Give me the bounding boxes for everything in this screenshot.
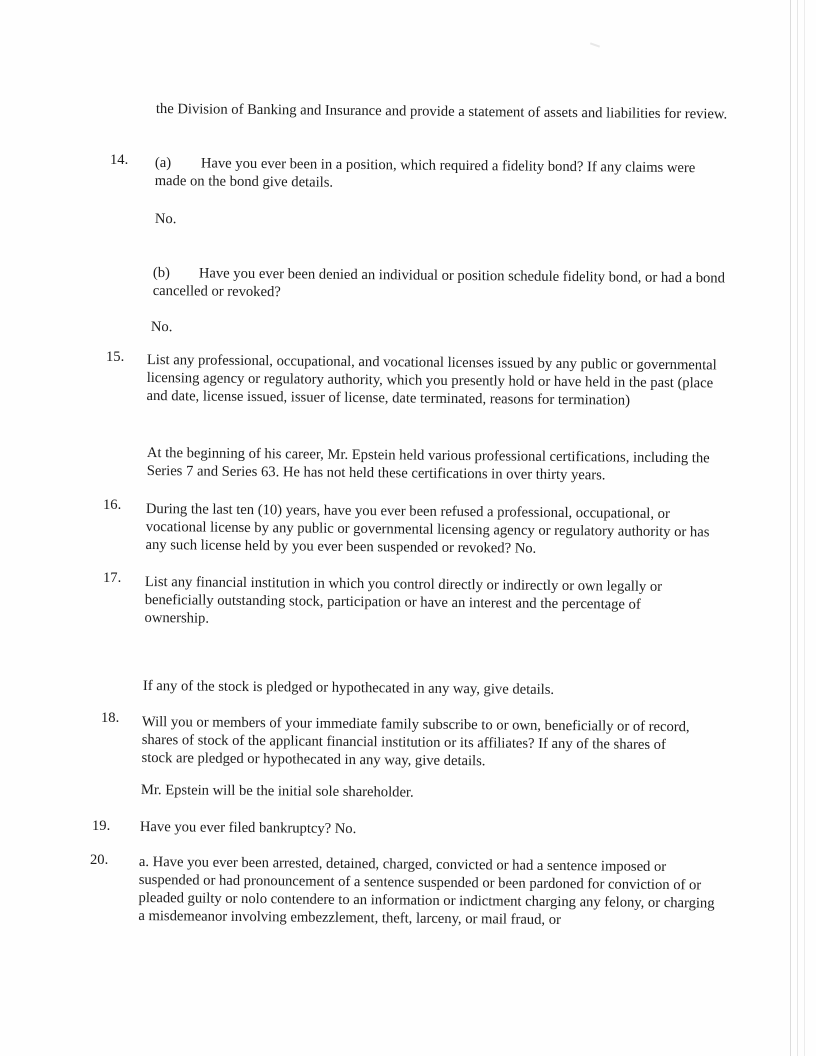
item-number: 20. — [90, 852, 109, 868]
item-number: 18. — [101, 710, 120, 726]
item-number: 14. — [110, 152, 129, 168]
question-text: Will you or members of your immediate family subscribe to or own, beneficially or of record, shares of stock of the applicant financial institution or its affiliates? If any of the shares of stock are pledged or hypothecated in any way, give details. — [141, 713, 690, 770]
item-14-a — [155, 154, 729, 196]
answer-text: Mr. Epstein will be the initial sole shareholder. — [140, 781, 414, 801]
intro-text: the Division of Banking and Insurance and provide a statement of assets and liabilities for review. — [155, 100, 728, 123]
answer-text: No. — [154, 210, 177, 228]
question-text: a. Have you ever been arrested, detained, charged, convicted or had a sentence imposed or suspended or had pronouncement of a sentence suspended or been pardoned for conviction of or pleaded guilty or nolo contendere to an information or indictment charging any felony, or charging a misdemeanor involving embezzlement, theft, larceny, or mail fraud, or — [138, 853, 715, 929]
question-text: Have you ever filed bankruptcy? No. — [139, 818, 357, 838]
question-text: List any professional, occupational, and vocational licenses issued by any public or governmental licensing agency or regulatory authority, which you presently hold or have held in the past (place and date, license issued, issuer of license, date terminated, reasons for termination) — [146, 351, 717, 409]
scan-speck — [590, 42, 600, 47]
item-number: 15. — [106, 349, 125, 365]
question-text: Have you ever been denied an individual or position schedule fidelity bond, or had a bond cancelled or revoked? — [152, 265, 726, 301]
item-14-b — [153, 264, 729, 306]
item-number: 17. — [103, 570, 122, 586]
question-text: List any financial institution in which you control directly or indirectly or own legally or beneficially outstanding stock, participation or have an interest and the percentage of ownership. — [144, 573, 663, 627]
item-number: 19. — [92, 818, 111, 834]
item-number: 16. — [103, 497, 122, 513]
answer-text: No. — [150, 318, 173, 336]
sub-label: (b) — [152, 264, 171, 282]
question-text: Have you ever been in a position, which required a fidelity bond? If any claims were made on the bond give details. — [154, 155, 696, 191]
scan-edge-line — [804, 0, 805, 1056]
intro-paragraph — [156, 100, 738, 124]
followup-text: If any of the stock is pledged or hypothecated in any way, give details. — [142, 677, 555, 698]
sub-label: (a) — [154, 154, 172, 172]
scan-edge-line — [790, 0, 791, 1056]
scan-edge-line — [797, 0, 798, 1056]
question-text: During the last ten (10) years, have you ever been refused a professional, occupational, or vocational license by any public or governmental licensing agency or regulatory authority or has any such license held by you ever been suspended or revoked? No. — [145, 500, 710, 557]
answer-text: At the beginning of his career, Mr. Epstein held various professional certifications, including the Series 7 and Series 63. He has not held these certifications in over thirty years. — [146, 444, 710, 484]
